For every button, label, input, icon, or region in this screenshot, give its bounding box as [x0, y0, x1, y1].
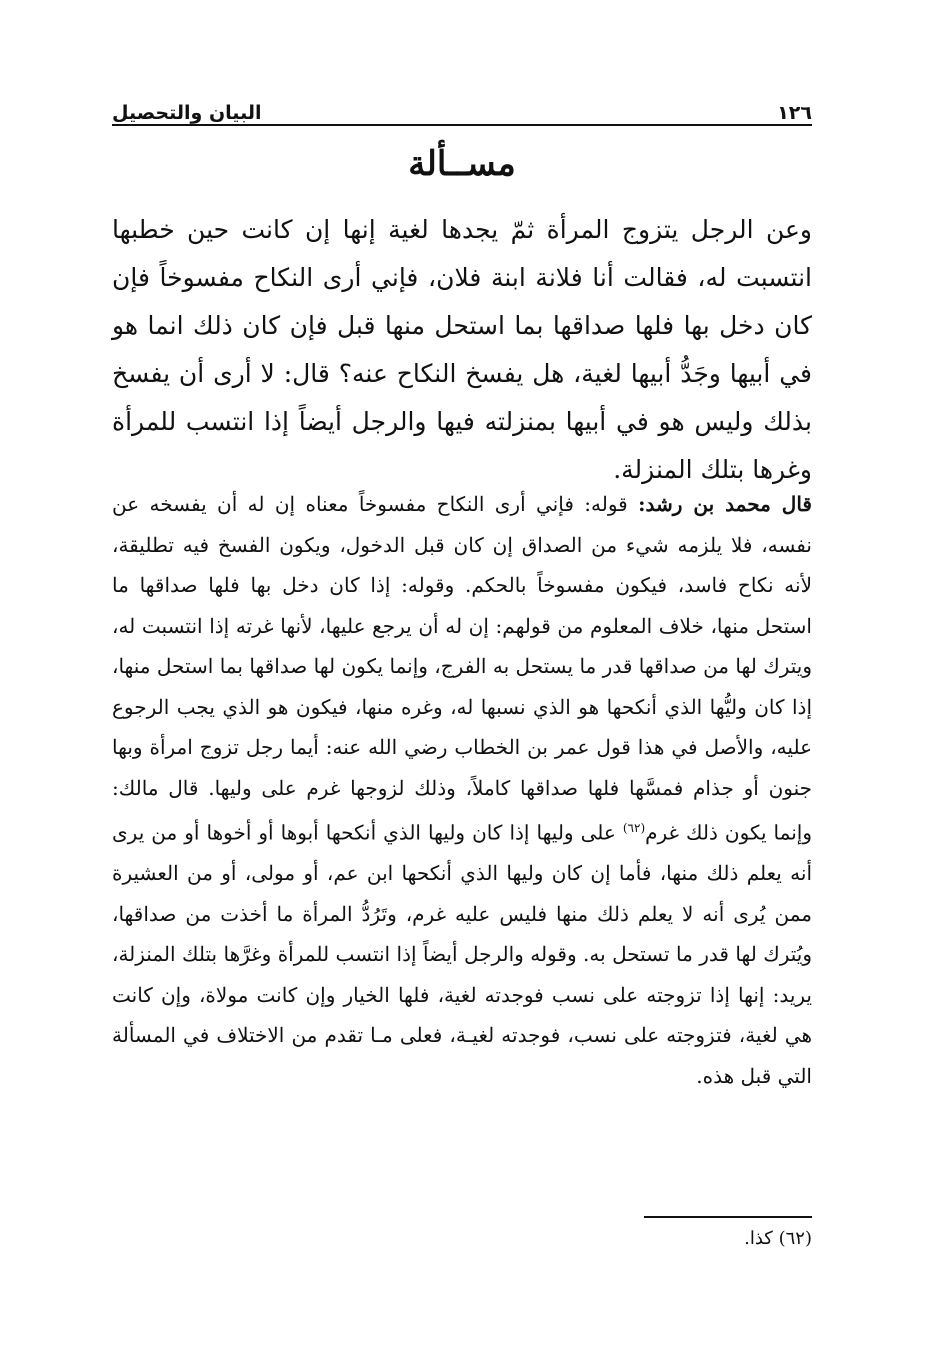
header-rule [112, 124, 812, 126]
book-title: البيان والتحصيل [112, 102, 262, 124]
footnote: (٦٢) كذا. [744, 1228, 812, 1249]
commentary-paragraph [112, 484, 812, 1096]
book-page [112, 88, 812, 1328]
commentary-text-part-2: على وليها إذا كان وليها الذي أنكحها أبوها أو أخوها أو من يرى أنه يعلم ذلك منها، فأما إن كان وليها الذي أنكحها ابن عم، أو مولى، أو من العشيرة ممن يُرى أنه لا يعلم ذلك منها فليس عليه غرم، وتَرُدُّ المرأة ما أخذت من صداقها، ويُترك لها قدر ما تستحل به. وقوله والرجل أيضاً إذا انتسب للمرأة وغرَّها بتلك المنزلة، يريد: إنها إذا تزوجته على نسب فوجدته لغية، فلها الخيار وإن كانت مولاة، وإن كانت هي لغية، فتزوجته على نسب، فوجدته لغيـة، فعلى مـا تقدم من الاختلاف في المسألة التي قبل هذه. [112, 820, 813, 1088]
commentary-text-part-1: قوله: فإني أرى النكاح مفسوخاً معناه إن له أن يفسخه عن نفسه، فلا يلزمه شيء من الصداق إن كان قبل الدخول، ويكون الفسخ فيه تطليقة، لأنه نكاح فاسد، فيكون مفسوخاً بالحكم. وقوله: إذا كان دخل بها فلها صداقها ما استحل منها، خلاف المعلوم من قولهم: إن له أن يرجع عليها، لأنها غرته إذا انتسبت له، ويترك لها من صداقها قدر ما يستحل به الفرج، وإنما يكون لها صداقها بما استحل منها، إذا كان وليُّها الذي أنكحها هو الذي نسبها له، وغره منها، فيكون هو الذي يجب الرجوع عليه، والأصل في هذا قول عمر بن الخطاب رضي الله عنه: أيما رجل تزوج امرأة وبها جنون أو جذام فمسَّها فلها صداقها كاملاً، وذلك لزوجها غرم على وليها. قال مالك: وإنما يكون ذلك غرم [112, 492, 812, 845]
section-title: مســألة [408, 144, 516, 184]
footnote-rule [644, 1216, 812, 1218]
page-number: ١٢٦ [777, 102, 812, 124]
footnote-reference: (٦٢) [622, 821, 646, 835]
commentary-lead: قال محمد بن رشد: [638, 492, 812, 516]
issue-paragraph: وعن الرجل يتزوج المرأة ثمّ يجدها لغية إنها إن كانت حين خطبها انتسبت له، فقالت أنا فلانة ابنة فلان، فإني أرى النكاح مفسوخاً فإن كان دخل بها فلها صداقها بما استحل منها قبل فإن كان ذلك انما هو في أبيها وجَدُّ أبيها لغية، هل يفسخ النكاح عنه؟ قال: لا أرى أن يفسخ بذلك وليس هو في أبيها بمنزلته فيها والرجل أيضاً إذا انتسب للمرأة وغرها بتلك المنزلة. [112, 215, 812, 484]
running-header [112, 88, 812, 124]
